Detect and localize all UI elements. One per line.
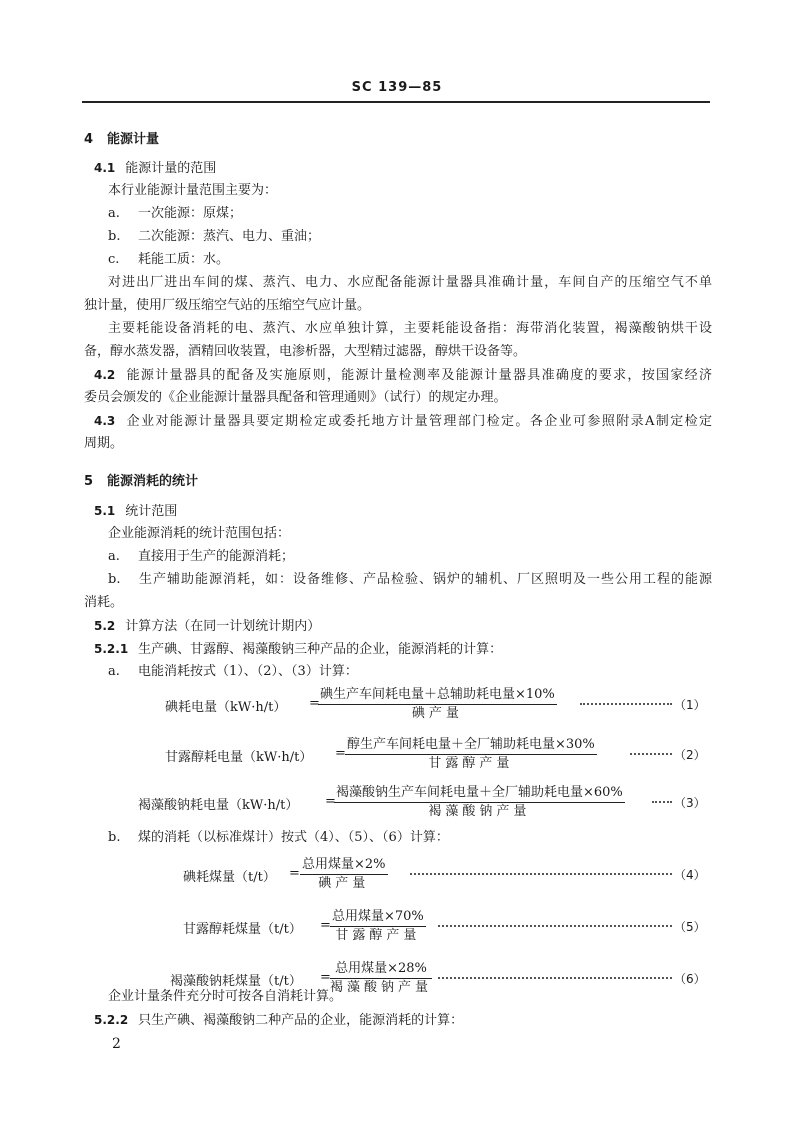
- subsection-4-1: [94, 159, 216, 178]
- subsection-4-2-line2: 委员会颁发的《企业能源计量器具配备和管理通则》（试行）的规定办理。: [84, 390, 507, 405]
- subsection-5-2-number: 5.2: [94, 619, 116, 633]
- list-item: [108, 205, 242, 223]
- list-item: [108, 571, 712, 589]
- formula-denominator: 甘露醇产量: [335, 928, 421, 943]
- formula-number: （4）: [674, 868, 706, 882]
- subsection-4-3-text: 企业对能源计量器具要定期检定或委托地方计量管理部门检定。各企业可参照附录A制定检定: [125, 414, 712, 429]
- list-item: [108, 251, 229, 269]
- formula-fraction: [300, 856, 388, 893]
- list-item-text: 直接用于生产的能源消耗；: [138, 549, 295, 564]
- elec-intro: [108, 663, 358, 681]
- leader-dots: [438, 915, 672, 927]
- list-item-text: 一次能源：原煤；: [138, 206, 243, 221]
- list-item-label: a.: [108, 206, 120, 221]
- leader-dots: [630, 743, 672, 755]
- subsection-4-3-number: 4.3: [94, 414, 116, 428]
- subsection-5-2-1-number: 5.2.1: [94, 642, 129, 656]
- formula-label: 碘耗电量（kW·h/t）: [165, 700, 287, 715]
- subsection-5-2-2-title: 只生产碘、褐藻酸钠二种产品的企业，能源消耗的计算：: [138, 1013, 464, 1028]
- formula-denominator: 褐藻酸钠产量: [428, 804, 531, 819]
- formula-denominator: 褐藻酸钠产量: [330, 980, 433, 995]
- equipment-para-line2: 备，醇水蒸发器，酒精回收装置，电渗析器，大型精过滤器，醇烘干设备等。: [84, 344, 527, 359]
- formula-equals: =: [289, 866, 300, 881]
- list-item-label: c.: [108, 252, 120, 267]
- list-item-label: b.: [108, 229, 121, 244]
- metering-para-line2: 独计量，使用厂级压缩空气站的压缩空气应计量。: [84, 298, 371, 313]
- leader-dots: [652, 791, 672, 803]
- formula-equals: =: [309, 696, 320, 711]
- list-item-label: a.: [108, 664, 120, 679]
- formula-2: [0, 736, 794, 776]
- formula-fraction: [318, 686, 557, 723]
- section-5-number: 5: [84, 474, 94, 489]
- formula-denominator: 甘露醇产量: [428, 756, 514, 771]
- formula-fraction: [334, 784, 625, 821]
- leader-dots: [410, 863, 672, 875]
- formula-number: （5）: [674, 920, 706, 934]
- subsection-5-1-number: 5.1: [94, 504, 116, 518]
- formula-label: 甘露醇耗电量（kW·h/t）: [165, 750, 313, 765]
- subsection-5-2-1: [94, 640, 502, 659]
- section-4-title: 能源计量: [107, 132, 160, 147]
- stat-scope-intro: 企业能源消耗的统计范围包括：: [108, 526, 291, 541]
- formula-5: [0, 908, 794, 948]
- list-item-text: 电能消耗按式（1）、（2）、（3）计算：: [138, 664, 358, 679]
- formula-number: （3）: [674, 796, 706, 810]
- formula-numerator: 醇生产车间耗电量＋全厂辅助耗电量×30%: [345, 736, 597, 755]
- metering-para-line1: 对进出厂进出车间的煤、蒸汽、电力、水应配备能源计量器具准确计量，车间自产的压缩空气不单: [108, 275, 712, 290]
- subsection-5-2-2: [94, 1011, 463, 1030]
- formula-label: 碘耗煤量（t/t）: [183, 870, 276, 885]
- subsection-5-2-title: 计算方法（在同一计划统计期内）: [125, 619, 321, 634]
- formula-numerator: 褐藻酸钠生产车间耗电量＋全厂辅助耗电量×60%: [334, 784, 625, 803]
- list-item-text: 耗能工质：水。: [138, 252, 230, 267]
- formula-fraction: [330, 960, 432, 997]
- list-item: [108, 228, 320, 246]
- formula-number: （1）: [674, 698, 706, 712]
- subsection-4-2-number: 4.2: [94, 368, 116, 382]
- subsection-4-2-text: 能源计量器具的配备及实施原则，能源计量检测率及能源计量器具准确度的要求，按国家经济: [125, 368, 712, 383]
- list-item-text: 二次能源：蒸汽、电力、重油；: [138, 229, 321, 244]
- list-item: [108, 548, 294, 566]
- page-number: 2: [112, 1036, 121, 1052]
- subsection-5-2-1-title: 生产碘、甘露醇、褐藻酸钠三种产品的企业，能源消耗的计算：: [138, 642, 503, 657]
- subsection-4-1-number: 4.1: [94, 161, 116, 175]
- formula-label: 褐藻酸钠耗煤量（t/t）: [170, 974, 302, 989]
- formula-denominator: 碘产量: [318, 876, 370, 891]
- formula-1: [0, 686, 794, 726]
- formula-numerator: 总用煤量×28%: [330, 960, 432, 979]
- list-item-label: a.: [108, 549, 120, 564]
- list-item-text: 煤的消耗（以标准煤计）按式（4）、（5）、（6）计算：: [138, 830, 449, 845]
- subsection-4-2-line1: [94, 366, 712, 385]
- formula-number: （6）: [674, 972, 706, 986]
- section-4-heading: [84, 131, 159, 149]
- subsection-5-1: [94, 502, 177, 521]
- leader-dots: [580, 693, 672, 705]
- list-item-label: b.: [108, 830, 121, 845]
- formula-numerator: 总用煤量×70%: [330, 908, 426, 927]
- subsection-4-3-line2: 周期。: [84, 436, 124, 451]
- formula-number: （2）: [674, 748, 706, 762]
- formula-fraction: [330, 908, 426, 945]
- section-4-number: 4: [84, 132, 94, 147]
- formula-4: [0, 856, 794, 896]
- subsection-5-2-2-number: 5.2.2: [94, 1013, 129, 1027]
- equipment-para-line1: 主要耗能设备消耗的电、蒸汽、水应单独计算，主要耗能设备指：海带消化装置，褐藻酸钠烘干设: [108, 321, 712, 336]
- formula-equals: =: [320, 970, 331, 985]
- subsection-4-1-title: 能源计量的范围: [125, 161, 217, 176]
- formula-3: [0, 784, 794, 824]
- formula-numerator: 总用煤量×2%: [300, 856, 388, 875]
- formula-equals: =: [325, 794, 336, 809]
- formula-fraction: [345, 736, 597, 773]
- section-5-title: 能源消耗的统计: [107, 474, 199, 489]
- list-item-continuation: 消耗。: [84, 595, 124, 610]
- document-code: SC 139—85: [351, 80, 443, 95]
- subsection-5-2: [94, 617, 320, 636]
- coal-intro: [108, 829, 449, 847]
- list-item-text: 生产辅助能源消耗，如：设备维修、产品检验、锅炉的辅机、厂区照明及一些公用工程的能源: [138, 572, 712, 587]
- section-5-heading: [84, 473, 198, 491]
- formula-equals: =: [320, 918, 331, 933]
- subsection-5-1-title: 统计范围: [125, 504, 178, 519]
- scope-intro: 本行业能源计量范围主要为：: [108, 183, 278, 198]
- formula-denominator: 碘产量: [411, 706, 463, 721]
- formula-numerator: 碘生产车间耗电量＋总辅助耗电量×10%: [318, 686, 557, 705]
- leader-dots: [438, 967, 672, 979]
- formula-equals: =: [335, 746, 346, 761]
- formula-label: 褐藻酸钠耗电量（kW·h/t）: [138, 798, 299, 813]
- list-item-label: b.: [108, 572, 121, 587]
- header-rule: [82, 101, 710, 103]
- formula-label: 甘露醇耗煤量（t/t）: [183, 922, 302, 937]
- subsection-4-3-line1: [94, 412, 712, 431]
- note-text: 企业计量条件充分时可按各自消耗计算。: [108, 989, 343, 1004]
